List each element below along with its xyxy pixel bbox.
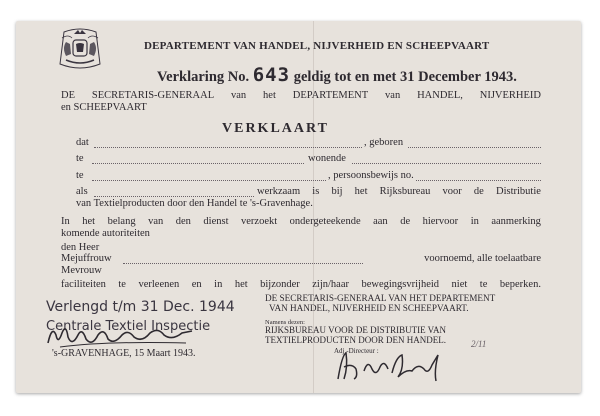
issuer-word: van xyxy=(231,90,247,101)
word: bewegingsvrijheid xyxy=(361,279,440,290)
word: verleenen xyxy=(138,279,180,290)
field-birthdate[interactable] xyxy=(408,147,541,148)
department-title: DEPARTEMENT VAN HANDEL, NIJVERHEID EN SCHEEPVAART xyxy=(144,40,490,52)
label-als: als xyxy=(76,186,88,197)
field-person-name[interactable] xyxy=(123,263,363,264)
label-te-1: te xyxy=(76,153,84,164)
label-dat: dat xyxy=(76,137,89,148)
field-address[interactable] xyxy=(92,180,326,181)
issuer-word: van xyxy=(385,90,401,101)
label-mevrouw: Mevrouw xyxy=(61,265,102,276)
word: het xyxy=(354,186,368,197)
issuer-line-1 xyxy=(61,90,541,101)
word: ondergeteekende xyxy=(289,216,361,227)
word: In xyxy=(61,216,70,227)
word: het xyxy=(82,216,96,227)
word: faciliteiten xyxy=(61,279,106,290)
word: te xyxy=(479,279,488,290)
field-occupation[interactable] xyxy=(94,196,254,197)
word: dienst xyxy=(203,216,229,227)
rijksbureau-block xyxy=(265,326,446,345)
word: niet xyxy=(451,279,468,290)
label-heer: den Heer xyxy=(61,242,100,253)
word: het xyxy=(234,279,248,290)
verlengd-stamp: Verlengd t/m 31 Dec. 1944 xyxy=(46,299,235,315)
declaration-card xyxy=(16,21,581,393)
word: Distributie xyxy=(495,186,541,197)
field-name[interactable] xyxy=(94,147,362,148)
coat-of-arms-emblem xyxy=(56,28,104,72)
declares-heading: VERKLAART xyxy=(222,121,329,136)
issuer-word: SECRETARIS-GENERAAL xyxy=(91,90,215,101)
issuer-word: NIJVERHEID xyxy=(479,90,541,101)
word: bijzonder xyxy=(260,279,300,290)
werkzaam-line xyxy=(257,186,541,197)
word: is xyxy=(312,186,320,197)
werkzaam-line-2: van Textielproducten door den Handel te 's-Gravenhage. xyxy=(76,198,313,209)
word: beperken. xyxy=(499,279,541,290)
word: hiervoor xyxy=(422,216,459,227)
place-date: 's-GRAVENHAGE, 15 Maart 1943. xyxy=(52,348,196,359)
signatory-line-1: DE SECRETARIS-GENERAAL VAN HET DEPARTEMENT xyxy=(265,293,496,303)
right-signature xyxy=(334,349,444,385)
verklaring-prefix: Verklaring No. xyxy=(157,69,250,85)
left-signature xyxy=(46,321,196,351)
word: werkzaam xyxy=(257,186,301,197)
word: belang xyxy=(107,216,136,227)
word: en xyxy=(191,279,202,290)
signatory-block xyxy=(265,293,495,313)
word: aan xyxy=(373,216,388,227)
field-id-number[interactable] xyxy=(416,180,541,181)
word: in xyxy=(214,279,223,290)
signatory-line-2: VAN HANDEL, NIJVERHEID EN SCHEEPVAART. xyxy=(269,303,469,313)
label-te-2: te xyxy=(76,170,84,181)
verklaring-number: 643 xyxy=(252,64,291,86)
field-birthplace[interactable] xyxy=(92,163,304,164)
validity-text: geldig tot en met 31 December 1943. xyxy=(293,69,517,85)
issuer-word: HANDEL, xyxy=(417,90,463,101)
adj-directeur-label: Adj.-Directeur : xyxy=(334,347,379,355)
issuer-word: DEPARTEMENT xyxy=(292,90,369,101)
rijksbureau-line-2: TEXTIELPRODUCTEN DOOR DEN HANDEL. xyxy=(265,334,446,345)
issuer-line-2: en SCHEEPVAART xyxy=(61,102,147,113)
word: de xyxy=(473,186,484,197)
request-line-2: komende autoriteiten xyxy=(61,228,150,239)
namens-label: Namens dezen: xyxy=(265,319,305,326)
verklaring-line xyxy=(157,64,517,86)
issuer-word: het xyxy=(263,90,276,101)
word: te xyxy=(118,279,126,290)
facilities-line xyxy=(61,279,541,290)
label-mejuffrouw: Mejuffrouw xyxy=(61,253,112,264)
word: aanmerking xyxy=(491,216,541,227)
label-persoonsbewijs: , persoonsbewijs no. xyxy=(328,170,414,181)
label-geboren: , geboren xyxy=(364,137,404,148)
field-residence[interactable] xyxy=(352,163,541,164)
pencil-annotation: 2/11 xyxy=(471,339,487,349)
request-line-1 xyxy=(61,216,541,227)
word: in xyxy=(470,216,479,227)
label-wonende: wonende xyxy=(308,153,346,164)
inspectie-stamp: Centrale Textiel Inspectie xyxy=(46,319,211,334)
word: van xyxy=(148,216,164,227)
word: Rijksbureau xyxy=(379,186,431,197)
word: de xyxy=(400,216,411,227)
word: bij xyxy=(331,186,343,197)
word: voor xyxy=(442,186,462,197)
word: verzoekt xyxy=(241,216,278,227)
word: zijn/haar xyxy=(312,279,349,290)
voornoemd-text: voornoemd, alle toelaatbare xyxy=(424,253,541,264)
issuer-word: DE xyxy=(61,90,75,101)
rijksbureau-line-1: RIJKSBUREAU VOOR DE DISTRIBUTIE VAN xyxy=(265,325,447,335)
word: den xyxy=(175,216,191,227)
